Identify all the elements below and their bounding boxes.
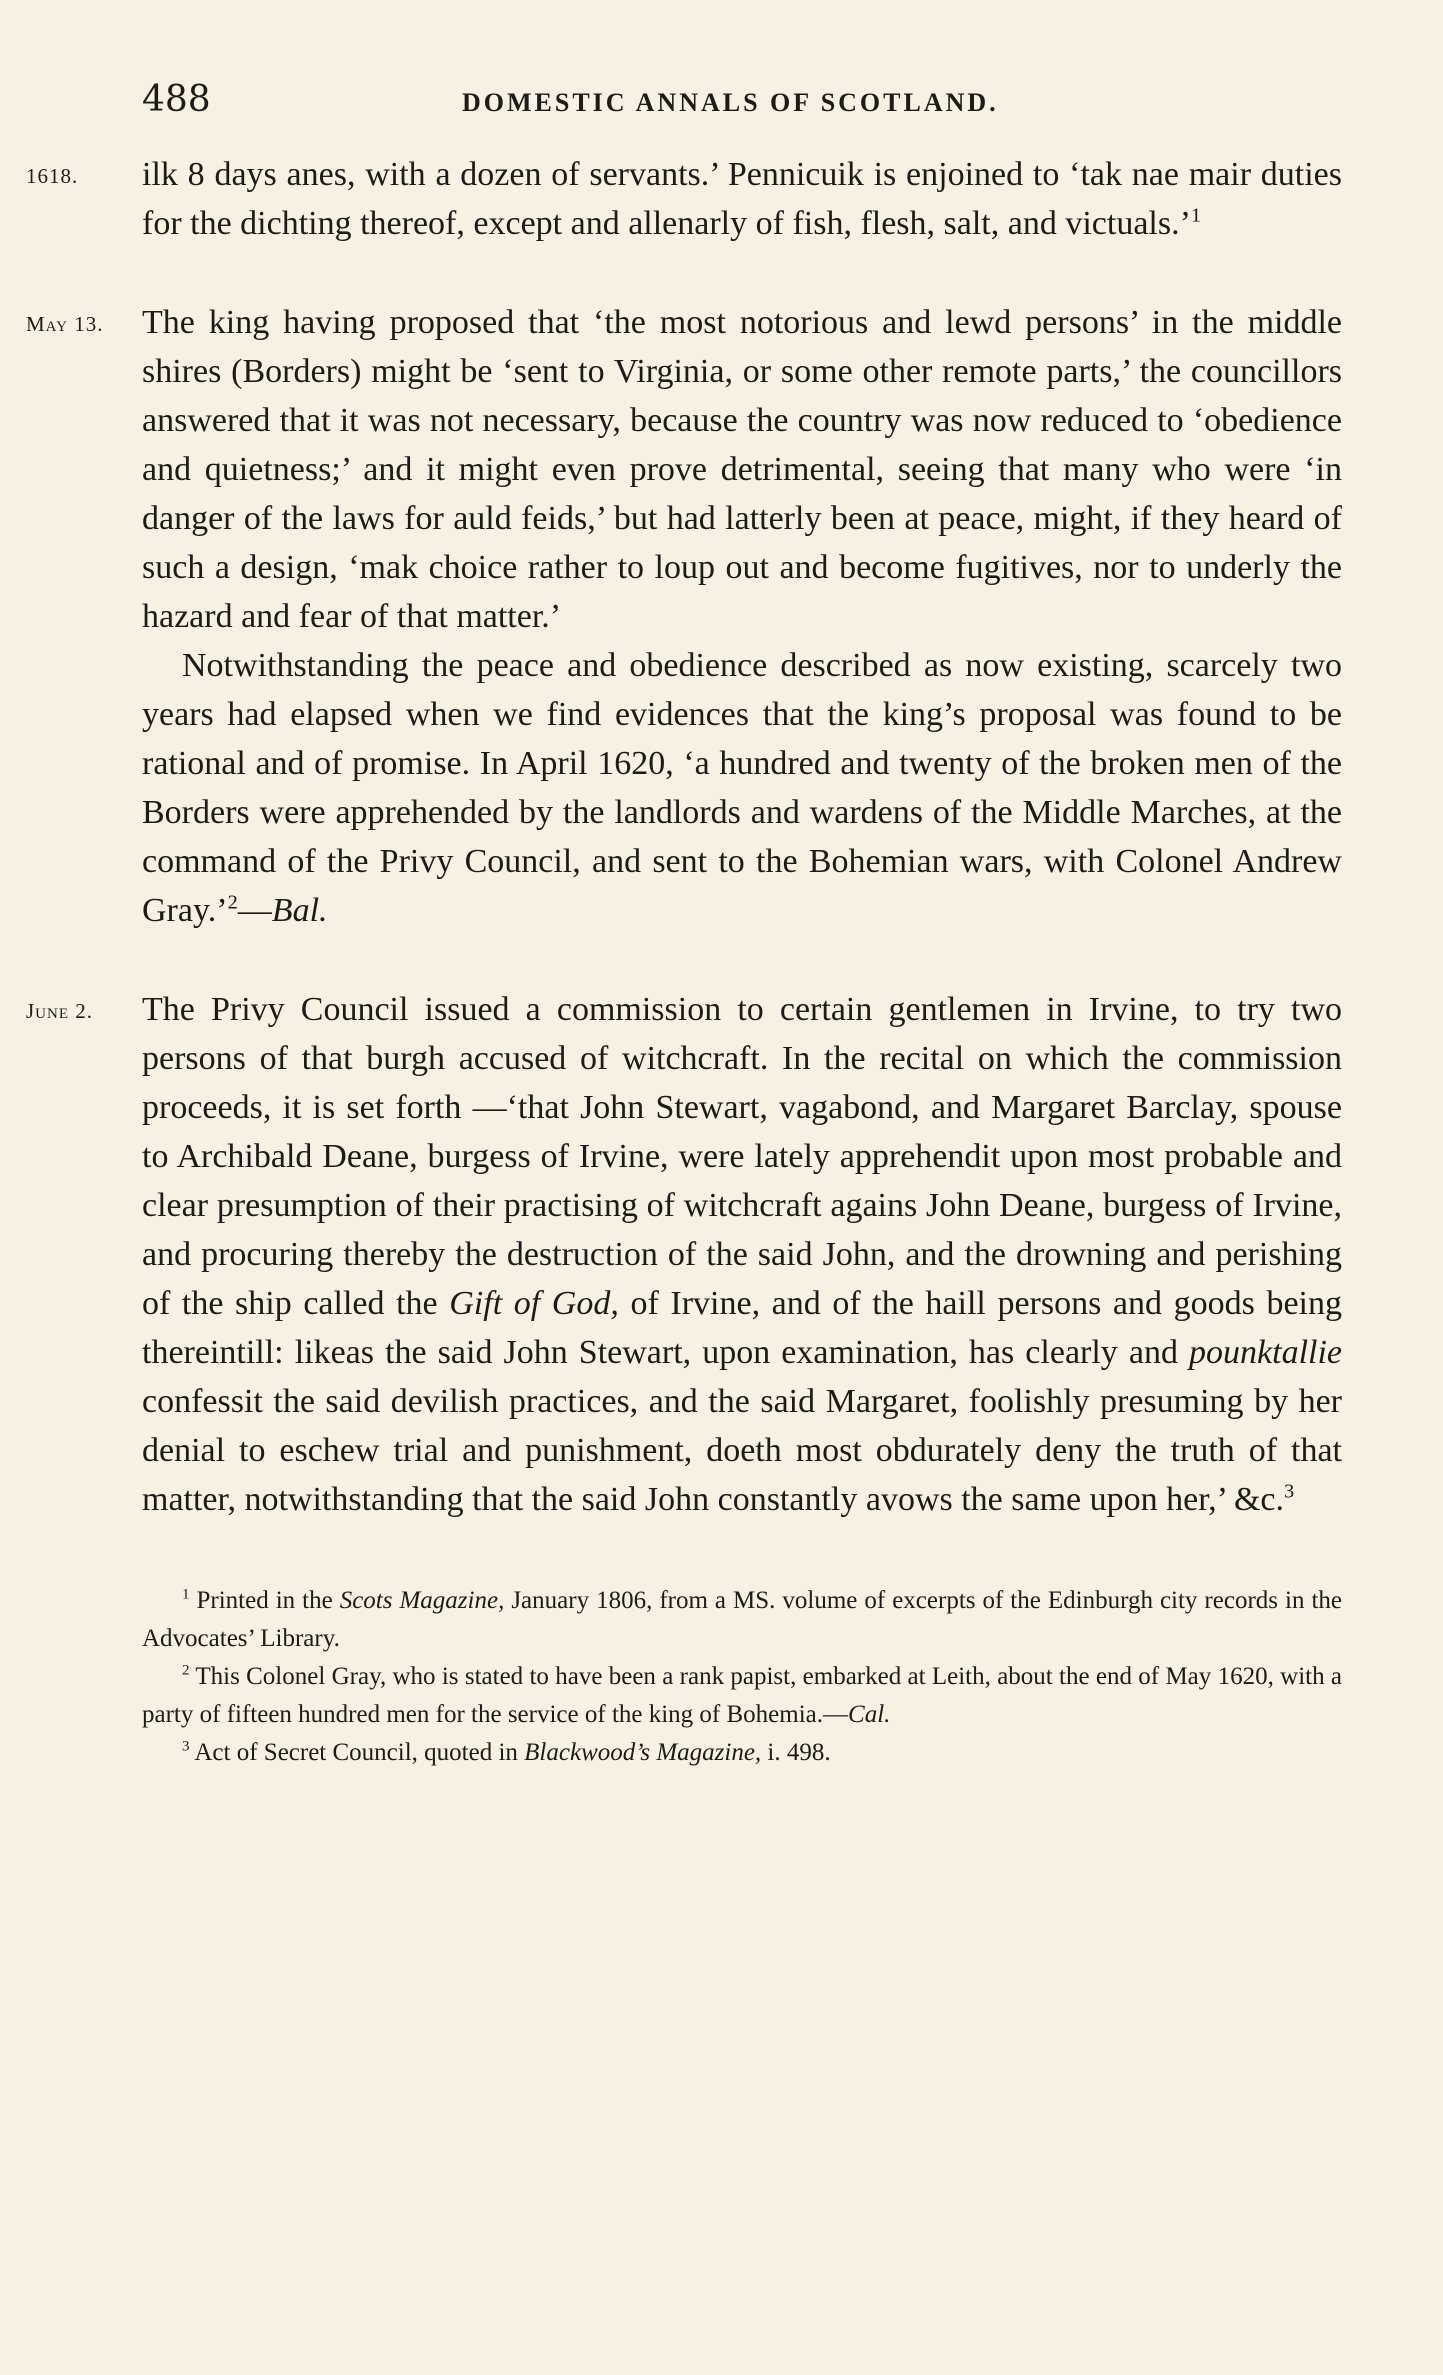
paragraph [26, 985, 1342, 1524]
footnote-ref: 2 [182, 1662, 190, 1679]
text-run: of Irvine, and of the haill persons and goods being thereintill: likeas the said John Stewart, upon examination, has clearly and [142, 1285, 1342, 1371]
main-text [26, 150, 1342, 1772]
footnote-separator [142, 1524, 1342, 1582]
text-run: The king having proposed that ‘the most notorious and lewd persons’ in the middle shires (Borders) might be ‘sent to Virginia, or some other remote parts,’ the councillors answered that it was not necessary, because the country was now reduced to ‘obedience and quietness;’ and it might even prove detrimental, seeing that many who were ‘in danger of the laws for auld feids,’ but had latterly been at peace, might, if they heard of such a design, ‘mak choice rather to loup out and become fugitives, nor to underly the hazard and fear of that matter.’ [142, 304, 1342, 635]
paragraph [26, 150, 1342, 248]
paragraph-gap [142, 935, 1342, 985]
paragraph-text [142, 647, 1342, 929]
italic-text: pounktallie [1189, 1334, 1342, 1371]
margin-date: 1618. [26, 164, 79, 188]
running-title: DOMESTIC ANNALS OF SCOTLAND. [462, 88, 999, 117]
text-run: Notwithstanding the peace and obedience described as now existing, scarcely two years had elapsed when we find evidences that the king’s proposal was found to be rational and of promise. In April 1620, ‘a hundred and twenty of the broken men of the Borders were apprehended by the landlords and wardens of the Middle Marches, at the command of the Privy Council, and sent to the Bohemian wars, with Colonel Andrew Gray.’ [142, 647, 1342, 929]
text-run: i. 498. [761, 1739, 831, 1766]
text-run: The Privy Council issued a commission to certain gentlemen in Irvine, to try two persons of that burgh accused of witchcraft. In the recital on which the commission proceeds, it is set forth —‘that John Stewart, vagabond, and Margaret Barclay, spouse to Archibald Deane, burgess of Irvine, were lately apprehendit upon most probable and clear presumption of their practising of witchcraft agains John Deane, burgess of Irvine, and procuring thereby the destruction of the said John, and the drowning and perishing of the ship called the [142, 991, 1342, 1322]
paragraph-text [142, 156, 1342, 242]
italic-text: Bal. [271, 892, 328, 929]
footnote-ref: 1 [182, 1586, 190, 1603]
text-run: ilk 8 days anes, with a dozen of servants.’ Pennicuik is enjoined to ‘tak nae mair duties for the dichting thereof, except and allenarly of fish, flesh, salt, and victuals.’ [142, 156, 1342, 242]
footnote-ref: 3 [182, 1738, 190, 1755]
paragraph-gap [142, 248, 1342, 298]
page-number: 488 [142, 79, 211, 120]
italic-text: Scots Magazine, [339, 1587, 505, 1614]
margin-date: June 2. [26, 999, 93, 1023]
footnote [142, 1734, 1342, 1772]
text-run: This Colonel Gray, who is stated to have been a rank papist, embarked at Leith, about the end of May 1620, with a party of fifteen hundred men for the service of the king of Bohemia.— [142, 1663, 1342, 1728]
paragraph [142, 641, 1342, 935]
footnote [142, 1582, 1342, 1658]
running-head [142, 70, 1342, 130]
italic-text: Blackwood’s Magazine, [524, 1739, 762, 1766]
paragraph [26, 298, 1342, 641]
italic-text: Cal. [848, 1701, 891, 1728]
footnote-ref: 1 [1190, 204, 1202, 227]
footnotes [142, 1582, 1342, 1772]
text-run: Act of Secret Council, quoted in [189, 1739, 525, 1766]
text-run: January 1806, from a MS. volume of excerpts of the Edinburgh city records in the Advocates’ Library. [142, 1587, 1342, 1652]
footnote [142, 1658, 1342, 1734]
italic-text: Gift of God, [449, 1285, 619, 1322]
margin-date: May 13. [26, 312, 104, 336]
text-run: — [237, 892, 272, 929]
text-run: Printed in the [189, 1587, 340, 1614]
footnote-ref: 2 [227, 891, 238, 914]
footnote-ref: 3 [1284, 1480, 1295, 1503]
paragraph-text [142, 991, 1342, 1518]
text-run: confessit the said devilish practices, and the said Margaret, foolishly presuming by her denial to eschew trial and punishment, doeth most obdurately deny the truth of that matter, notwithstanding that the said John constantly avows the same upon her,’ &c. [142, 1383, 1342, 1518]
paragraph-text [142, 304, 1342, 635]
